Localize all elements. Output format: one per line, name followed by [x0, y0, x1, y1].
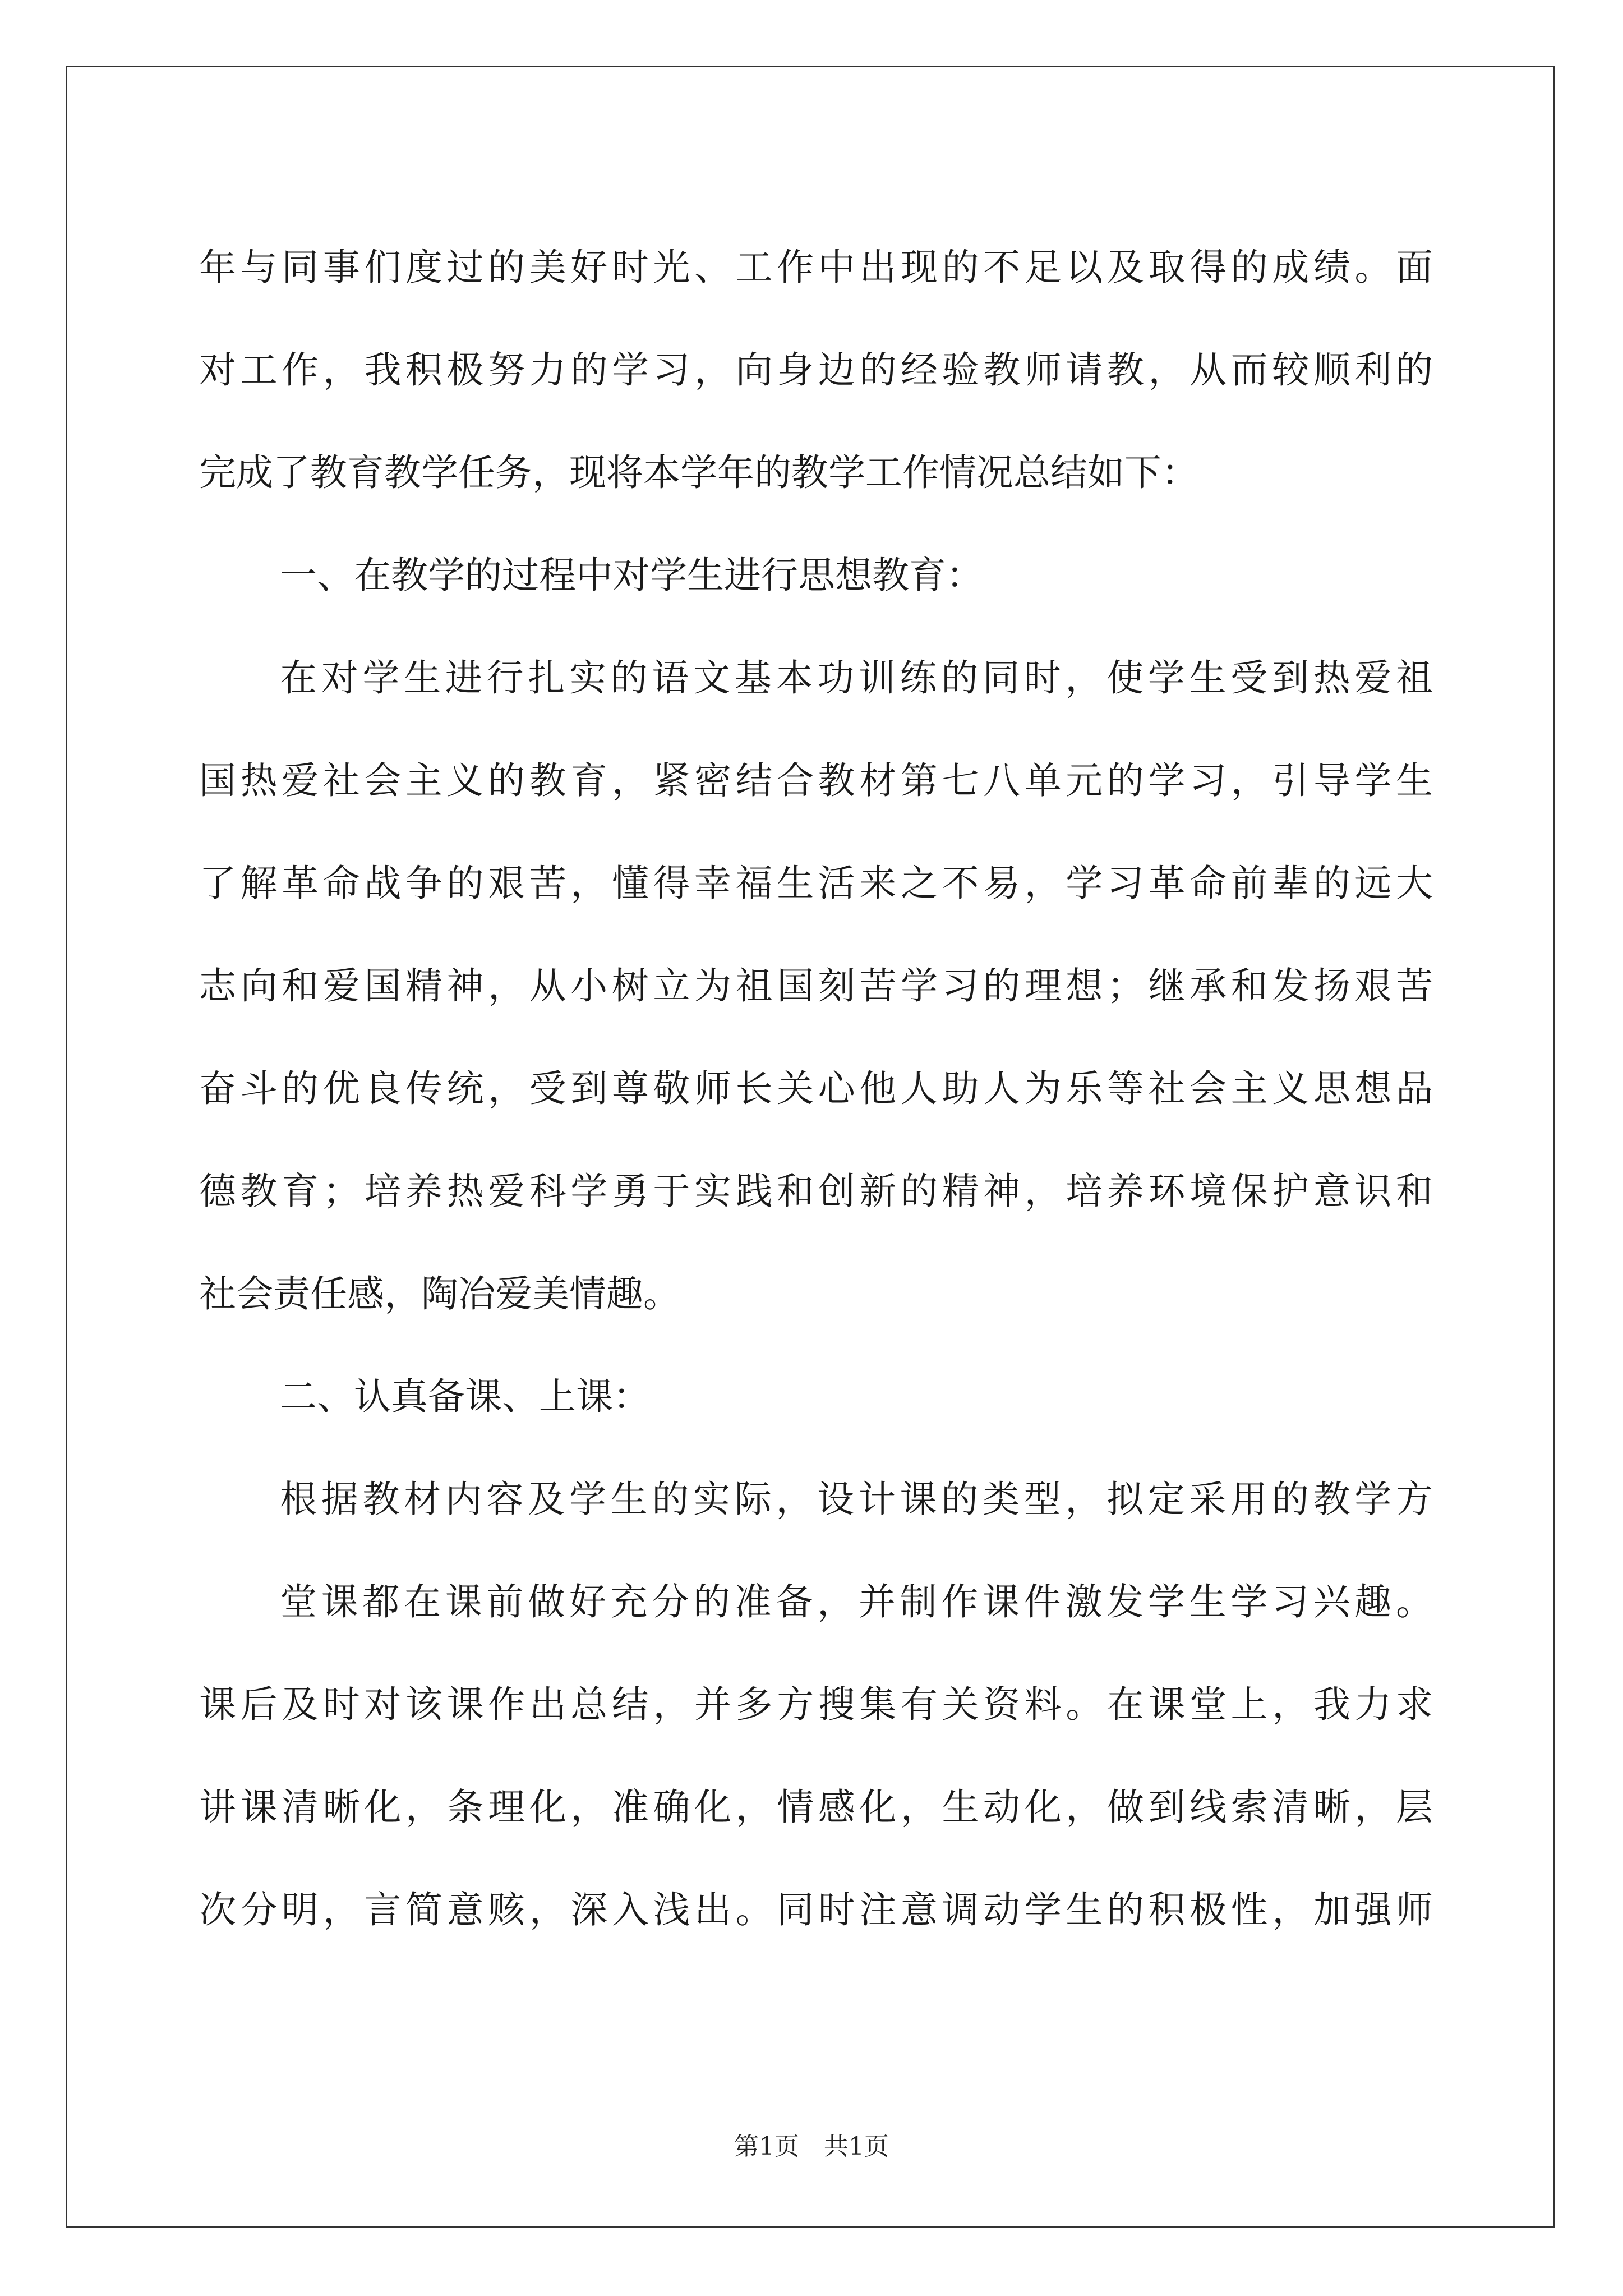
page-number-label: 第1页 共1页 [734, 2132, 889, 2161]
text-line: 讲课清晰化，条理化，准确化，情感化，生动化，做到线索清晰，层 [199, 1786, 1433, 1829]
page-footer [0, 2126, 1623, 2162]
text-line: 年与同事们度过的美好时光、工作中出现的不足以及取得的成绩。面 [199, 246, 1433, 289]
text-line: 在对学生进行扎实的语文基本功训练的同时，使学生受到热爱祖 [280, 656, 1433, 700]
text-line: 根据教材内容及学生的实际，设计课的类型，拟定采用的教学方 [280, 1478, 1433, 1521]
text-line: 对工作，我积极努力的学习，向身边的经验教师请教，从而较顺利的 [199, 348, 1433, 392]
text-line: 社会责任感，陶冶爱美情趣。 [199, 1272, 680, 1315]
text-line: 次分明，言简意赅，深入浅出。同时注意调动学生的积极性，加强师 [199, 1888, 1433, 1931]
text-line: 课后及时对该课作出总结，并多方搜集有关资料。在课堂上，我力求 [199, 1683, 1433, 1726]
text-line: 德教育；培养热爱科学勇于实践和创新的精神，培养环境保护意识和 [199, 1170, 1433, 1213]
text-line: 堂课都在课前做好充分的准备，并制作课件激发学生学习兴趣。 [280, 1580, 1433, 1623]
text-line: 完成了教育教学任务，现将本学年的教学工作情况总结如下： [199, 451, 1198, 494]
text-line: 二、认真备课、上课： [280, 1375, 650, 1418]
text-line: 志向和爱国精神，从小树立为祖国刻苦学习的理想；继承和发扬艰苦 [199, 964, 1433, 1007]
text-line: 国热爱社会主义的教育，紧密结合教材第七八单元的学习，引导学生 [199, 759, 1433, 802]
text-line: 一、在教学的过程中对学生进行思想教育： [280, 554, 983, 597]
document-body [199, 216, 1433, 1961]
text-line: 了解革命战争的艰苦，懂得幸福生活来之不易，学习革命前辈的远大 [199, 862, 1433, 905]
text-line: 奋斗的优良传统，受到尊敬师长关心他人助人为乐等社会主义思想品 [199, 1067, 1433, 1110]
